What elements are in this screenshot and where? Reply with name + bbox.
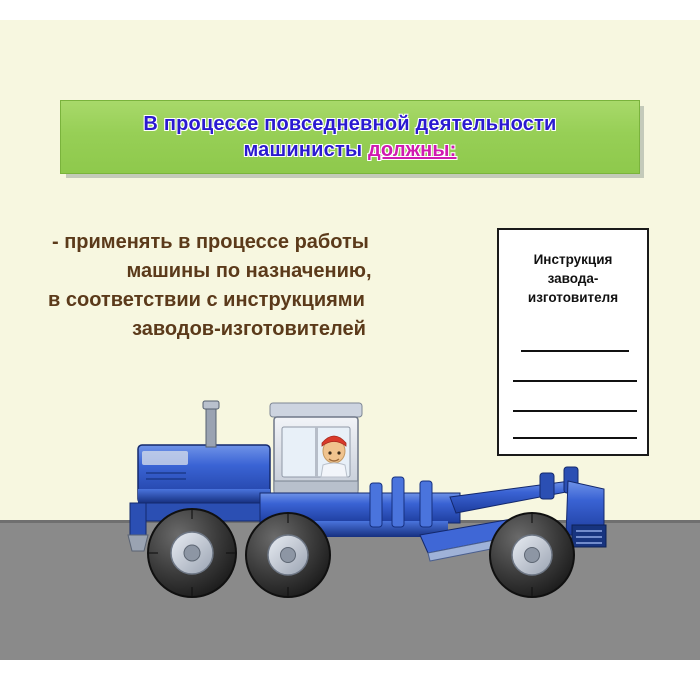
body-paragraph (48, 228, 468, 344)
banner-line-2-accent: должны: (368, 139, 457, 161)
banner-line-1: В процессе повседневной деятельности (143, 113, 557, 135)
body-line-4: заводов-изготовителей (132, 318, 366, 340)
banner-line-2 (243, 137, 456, 163)
grader-rear-attachment (128, 503, 148, 551)
manual-title-line-3: изготовителя (527, 290, 619, 305)
grader-cab (270, 403, 362, 493)
motor-grader-illustration (120, 385, 610, 610)
manual-title-line-1: Инструкция (533, 252, 613, 267)
operator-figure (321, 436, 347, 477)
manual-document-title (499, 250, 647, 307)
grader-rear-body (138, 401, 270, 521)
banner-line-2-text: машинисты (243, 139, 369, 161)
manual-title-line-2: завода- (547, 271, 599, 286)
title-banner (60, 100, 640, 174)
top-margin (0, 0, 700, 20)
manual-rule-2 (513, 380, 637, 382)
body-line-3: в соответствии с инструкциями (48, 289, 365, 311)
body-line-2: машины по назначению, (126, 260, 372, 282)
manual-rule-1 (521, 350, 629, 352)
body-line-1: - применять в процессе работы (52, 231, 369, 253)
bottom-margin (0, 660, 700, 700)
